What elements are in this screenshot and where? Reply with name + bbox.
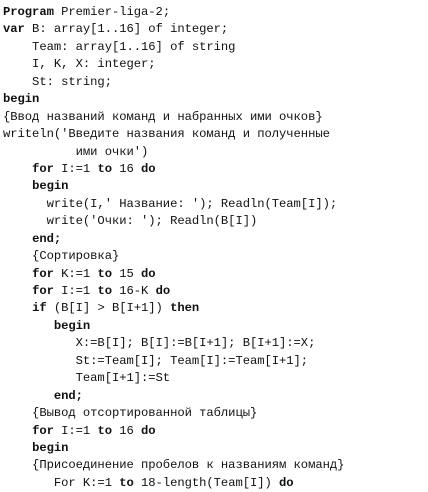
code-line xyxy=(3,457,428,474)
code-line xyxy=(3,283,428,300)
code-line xyxy=(3,144,428,161)
code-line xyxy=(3,161,428,178)
code-text: I, K, X: integer; xyxy=(3,57,156,72)
code-line xyxy=(3,4,428,21)
code-keyword: for xyxy=(32,161,54,176)
code-line xyxy=(3,91,428,108)
code-text: {Ввод названий команд и набранных ими очков} xyxy=(3,109,323,124)
code-text xyxy=(3,424,32,438)
code-line xyxy=(3,178,428,195)
code-line xyxy=(3,21,428,38)
code-text: (B[I] > B[I+1]) xyxy=(46,301,171,316)
code-line xyxy=(3,74,428,91)
code-line xyxy=(3,405,428,422)
code-text xyxy=(3,162,32,176)
code-keyword: for xyxy=(32,423,54,438)
code-text xyxy=(3,301,32,315)
code-line xyxy=(3,300,428,317)
code-keyword: begin xyxy=(32,179,69,194)
code-text: Team[I+1]:=St xyxy=(3,371,171,386)
code-line xyxy=(3,266,428,283)
code-text: 16-K xyxy=(111,284,156,298)
code-keyword: Program xyxy=(3,5,54,19)
code-text: {Присоединение пробелов к названиям команд} xyxy=(3,458,345,473)
code-keyword: do xyxy=(141,266,156,281)
code-text: 15 xyxy=(111,266,142,281)
code-line xyxy=(3,39,428,56)
code-text: write('Очки: '); Readln(B[I]) xyxy=(3,214,258,229)
code-text: I:=1 xyxy=(53,284,98,298)
code-text: I:=1 xyxy=(53,423,98,438)
code-line xyxy=(3,475,428,492)
code-keyword: to xyxy=(97,266,112,281)
code-keyword: do xyxy=(141,423,156,438)
code-keyword: to xyxy=(97,161,112,176)
code-text xyxy=(3,232,32,246)
code-line xyxy=(3,248,428,265)
code-line xyxy=(3,440,428,457)
code-text: write(I,' Название: '); Readln(Team[I]); xyxy=(3,196,338,211)
code-keyword: do xyxy=(141,161,156,176)
code-text xyxy=(3,441,32,455)
code-text: X:=B[I]; B[I]:=B[I+1]; B[I+1]:=X; xyxy=(3,336,316,351)
code-line xyxy=(3,335,428,352)
code-keyword: if xyxy=(32,301,47,316)
code-text: 16 xyxy=(111,161,142,176)
code-text xyxy=(3,319,54,333)
code-text: I:=1 xyxy=(53,161,98,176)
code-line xyxy=(3,196,428,213)
code-keyword: do xyxy=(155,284,171,298)
code-keyword: begin xyxy=(32,440,69,455)
code-keyword: end; xyxy=(53,388,83,403)
code-text xyxy=(3,284,32,298)
code-keyword: to xyxy=(97,284,112,298)
code-text: St:=Team[I]; Team[I]:=Team[I+1]; xyxy=(3,353,309,368)
code-line xyxy=(3,231,428,248)
code-line xyxy=(3,126,428,143)
code-keyword: for xyxy=(32,284,54,298)
code-keyword: end; xyxy=(32,231,62,246)
code-text xyxy=(3,389,54,403)
code-text: 18-length(Team[I]) xyxy=(133,475,280,490)
code-text: ими очки') xyxy=(3,144,149,159)
code-text: {Вывод отсортированной таблицы} xyxy=(3,406,258,421)
code-line xyxy=(3,423,428,440)
code-text: writeln('Введите названия команд и полученные xyxy=(3,127,330,142)
code-text: K:=1 xyxy=(53,266,98,281)
code-keyword: do xyxy=(279,475,294,490)
code-line xyxy=(3,109,428,126)
code-text: Team: array[1..16] of string xyxy=(3,39,236,54)
code-line xyxy=(3,56,428,73)
code-text: For K:=1 xyxy=(3,475,120,490)
code-line xyxy=(3,353,428,370)
code-keyword: var xyxy=(3,22,25,37)
code-text: 16 xyxy=(111,423,142,438)
code-keyword: begin xyxy=(3,92,40,107)
code-line xyxy=(3,213,428,230)
code-line xyxy=(3,370,428,387)
code-line xyxy=(3,388,428,405)
code-keyword: begin xyxy=(53,318,91,333)
code-text: B: array[1..16] of integer; xyxy=(24,22,229,37)
code-text xyxy=(3,179,32,193)
code-line xyxy=(3,318,428,335)
code-text: Premier-liga-2; xyxy=(53,5,171,19)
code-text xyxy=(3,267,32,281)
code-keyword: to xyxy=(119,475,134,490)
code-keyword: for xyxy=(32,266,54,281)
code-text: St: string; xyxy=(3,74,112,89)
code-keyword: to xyxy=(97,423,112,438)
code-text: {Сортировка} xyxy=(3,249,120,264)
code-keyword: then xyxy=(170,301,200,316)
